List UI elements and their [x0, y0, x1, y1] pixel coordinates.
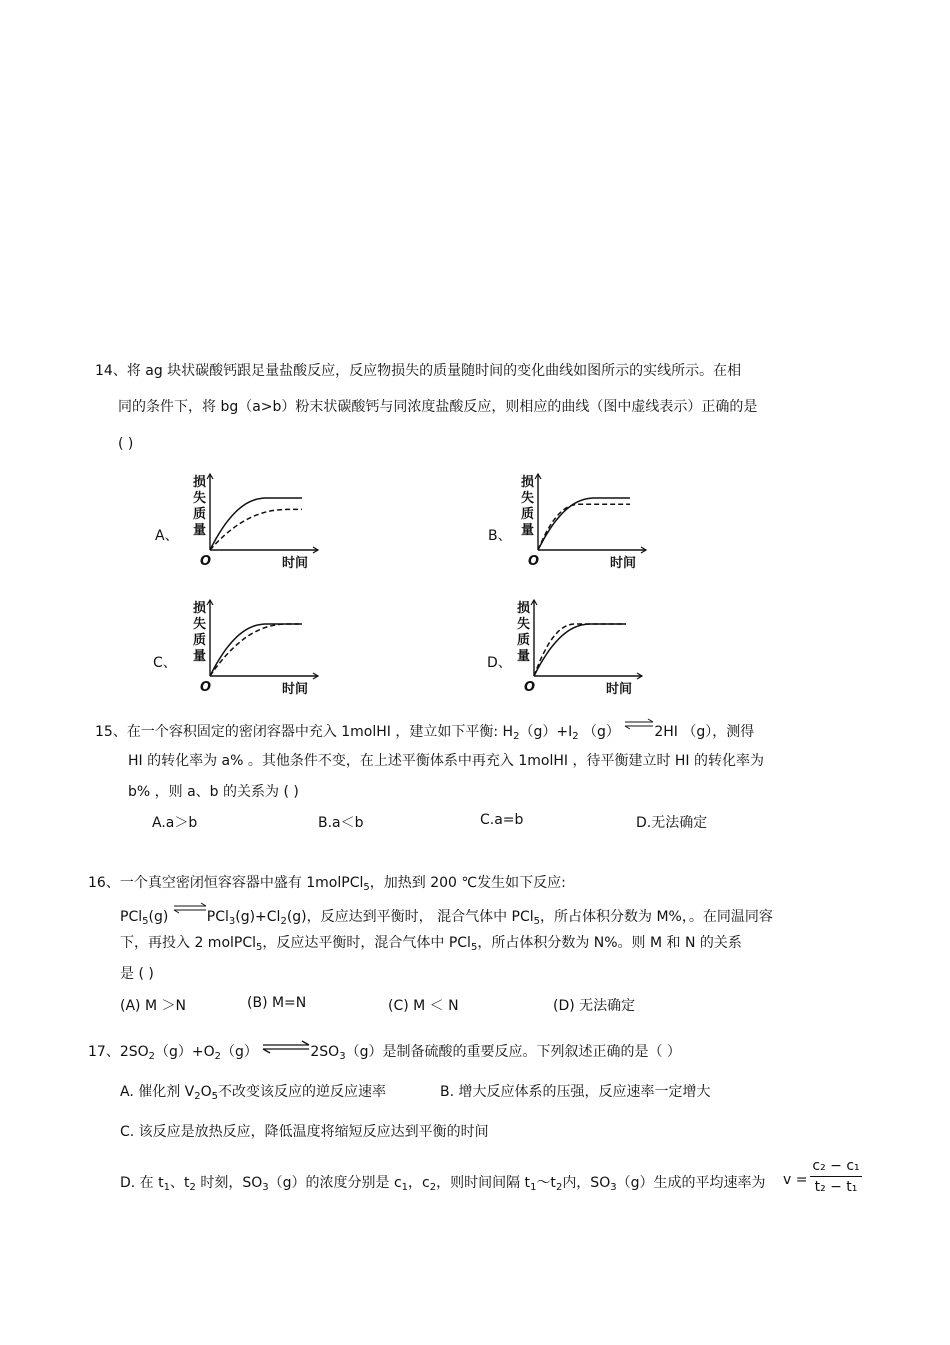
y-axis-label: 失	[193, 491, 207, 506]
y-axis-label: 失	[193, 617, 207, 632]
y-axis-label: 量	[517, 649, 531, 664]
q16-option-a: (A) M ＞N	[120, 998, 186, 1014]
q14-graph-a	[190, 470, 325, 572]
q15-option-a: A.a＞b	[152, 815, 198, 831]
x-axis-label: 时间	[610, 556, 637, 571]
y-axis-label: 损	[193, 475, 207, 490]
y-axis-label: 损	[517, 601, 531, 616]
y-axis-label: 质	[193, 507, 207, 522]
q17-option-b: B. 增大反应体系的压强，反应速率一定增大	[440, 1084, 711, 1100]
q14-line1: 14、将 ag 块状碳酸钙跟足量盐酸反应，反应物损失的质量随时间的变化曲线如图所示的实线所示。在相	[95, 363, 742, 379]
q17-option-c: C. 该反应是放热反应，降低温度将缩短反应达到平衡的时间	[120, 1124, 489, 1140]
q14-option-b-label: B、	[488, 528, 512, 544]
q15-option-b: B.a＜b	[318, 815, 364, 831]
q14-graph-c	[190, 596, 325, 698]
q14-graph-d	[514, 596, 649, 698]
y-axis-label: 量	[193, 649, 207, 664]
fraction-denominator: t₂ − t₁	[814, 1179, 858, 1195]
q17-velocity-symbol: v =	[783, 1172, 808, 1188]
q16-line4: 是 ( )	[120, 966, 154, 982]
q17-option-a: A. 催化剂 $V_2O_5$不改变该反应的逆反应速率	[120, 1084, 387, 1102]
y-axis-label: 失	[521, 491, 535, 506]
q14-option-c-label: C、	[153, 655, 177, 671]
equilibrium-arrow-icon	[173, 902, 207, 916]
y-axis-label: 质	[517, 633, 531, 648]
dashed-curve	[210, 624, 302, 676]
origin-label: O	[524, 680, 536, 695]
x-axis-label: 时间	[606, 682, 633, 697]
q16-option-d: (D) 无法确定	[553, 998, 636, 1014]
y-axis-label: 损	[521, 475, 535, 490]
solid-curve	[538, 498, 630, 550]
q15-option-d: D.无法确定	[636, 815, 708, 831]
dashed-curve	[210, 509, 302, 550]
q17-rate-fraction	[810, 1158, 862, 1195]
y-axis-label: 量	[521, 523, 535, 538]
dashed-curve	[534, 624, 626, 676]
q14-answer-blank: ( )	[118, 436, 134, 452]
q17-option-d: D. 在 $t_1$、$t_2$ 时刻，$SO_3(g)$的浓度分别是 $c_1$，$c_2$，则时间间隔 $t_1\sim t_2$内，$SO_3(g)$生成的平均速率为	[120, 1175, 766, 1193]
q15-line2: HI 的转化率为 a% 。其他条件不变，在上述平衡体系中再充入 1molHI ，待平衡建立时 HI 的转化率为	[128, 753, 764, 769]
q16-line3: 下，再投入 2 molPCl$_5$，反应达平衡时，混合气体中 PCl$_5$，所占体积分数为 N%。则 M 和 N 的关系	[120, 935, 742, 953]
q14-option-a-label: A、	[155, 528, 179, 544]
q14-option-d-label: D、	[487, 655, 512, 671]
q14-graph-b	[518, 470, 653, 572]
x-axis-label: 时间	[282, 556, 309, 571]
fraction-bar	[810, 1176, 862, 1177]
equilibrium-arrow-icon	[624, 718, 654, 732]
q15-option-c: C.a=b	[480, 812, 524, 828]
y-axis-label: 失	[517, 617, 531, 632]
origin-label: O	[528, 554, 540, 569]
origin-label: O	[200, 680, 212, 695]
q16-option-b: (B) M=N	[247, 995, 307, 1011]
y-axis-label: 质	[521, 507, 535, 522]
fraction-numerator: c₂ − c₁	[812, 1158, 860, 1174]
q16-option-c: (C) M ＜ N	[388, 998, 459, 1014]
q15-line3: b% ，则 a、b 的关系为 ( )	[128, 784, 299, 800]
q17-stem: 17、$2SO_2(g)+O_2(g)$ $2SO_3(g)$是制备硫酸的重要反应。下列叙述正确的是（ ）	[88, 1040, 681, 1062]
solid-curve	[210, 498, 302, 550]
equilibrium-arrow-icon	[262, 1040, 310, 1054]
q15-line1: 15、在一个容积固定的密闭容器中充入 1molHI ，建立如下平衡: $H_2(g)+I_2$ （g） 2HI （g），测得	[95, 718, 754, 742]
q14-line2: 同的条件下，将 bg（a>b）粉末状碳酸钙与同浓度盐酸反应，则相应的曲线（图中虚线表示）正确的是	[118, 399, 758, 415]
solid-curve	[534, 624, 626, 676]
q16-line1: 16、一个真空密闭恒容容器中盛有 1molPCl$_5$，加热到 200 ℃发生如下反应:	[88, 875, 566, 893]
q16-line2: PCl$_5$(g) $PCl_3(g)+Cl_2(g)$，反应达到平衡时， 混合气体中 PCl$_5$，所占体积分数为 M%，。在同温同容	[120, 902, 773, 927]
y-axis-label: 损	[193, 601, 207, 616]
y-axis-label: 质	[193, 633, 207, 648]
y-axis-label: 量	[193, 523, 207, 538]
x-axis-label: 时间	[282, 682, 309, 697]
origin-label: O	[200, 554, 212, 569]
